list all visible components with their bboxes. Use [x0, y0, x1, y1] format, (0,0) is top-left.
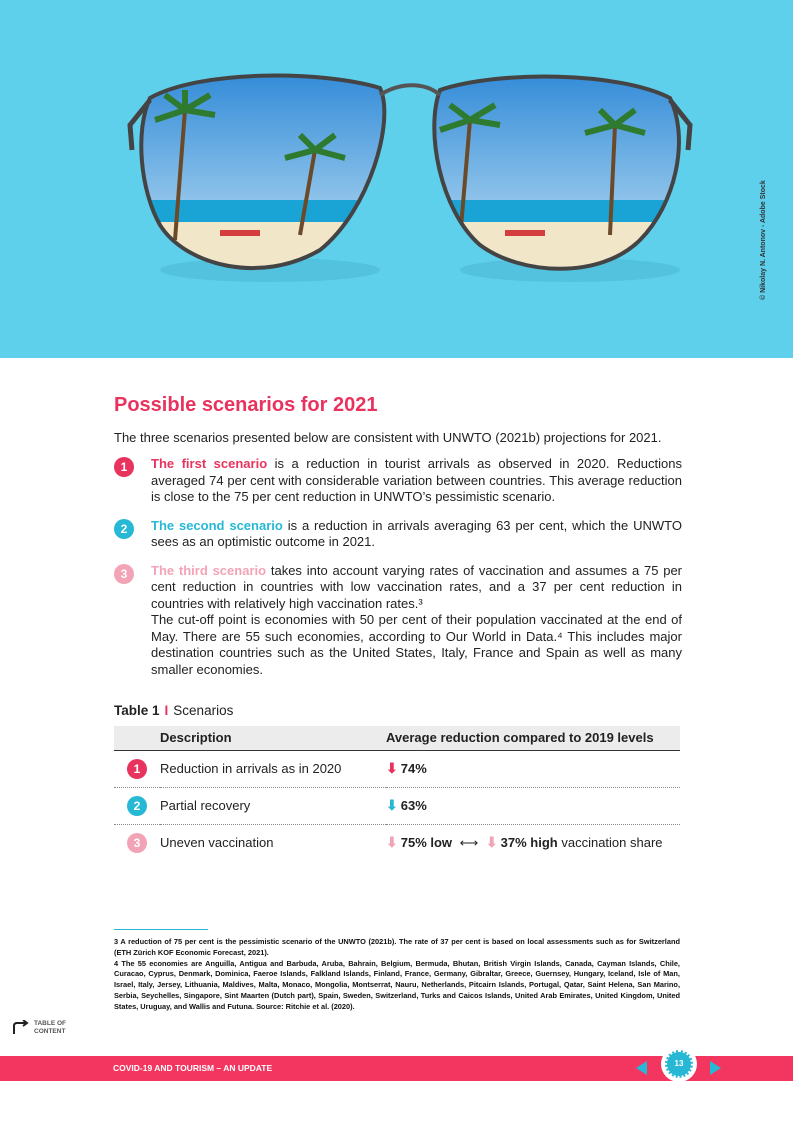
- previous-page-arrow-icon[interactable]: [636, 1061, 647, 1075]
- scenario-number-badge: 1: [114, 457, 134, 477]
- table-cell-value: ⬇ 74%: [386, 750, 680, 787]
- down-arrow-icon: ⬇: [485, 834, 498, 851]
- scenarios-table: [114, 726, 680, 861]
- hero-image: [0, 0, 793, 358]
- section-intro: The three scenarios presented below are consistent with UNWTO (2021b) projections for 2021.: [114, 430, 662, 445]
- next-page-arrow-icon[interactable]: [710, 1061, 721, 1075]
- double-arrow-icon: ⟷: [459, 835, 479, 851]
- scenario-body: takes into account varying rates of vaccination and assumes a 75 per cent reduction in countries with low vaccination rates, and a 37 per cent reduction in countries with relatively high vaccination rates.³: [151, 562, 682, 611]
- scenario-body: is a reduction in arrivals averaging 63 per cent, which the UNWTO sees as an optimistic outcome in 2021.: [151, 517, 682, 549]
- scenario-text: [151, 518, 682, 551]
- scenario-body-continued: The cut-off point is economies with 50 per cent of their population vaccinated at the end of May. There are 55 such economies, according to Our World in Data.⁴ This includes major destination countries such as the United States, Italy, France and Spain as well as many smaller economies.: [151, 612, 682, 677]
- table-of-content-link[interactable]: [10, 1020, 66, 1036]
- scenario-item-1: [114, 456, 682, 506]
- table-row: [114, 824, 680, 861]
- page-number: 13: [665, 1050, 693, 1078]
- page-number-badge: [661, 1046, 697, 1082]
- footnote-divider: [114, 929, 208, 930]
- down-arrow-icon: ⬇: [386, 834, 398, 851]
- scenario-text: [151, 563, 682, 679]
- footer-title: COVID-19 AND TOURISM – AN UPDATE: [113, 1063, 273, 1073]
- scenario-item-2: [114, 518, 682, 551]
- table-header-row: [114, 726, 680, 750]
- footnotes: [114, 937, 680, 1013]
- scenario-text: [151, 456, 682, 506]
- table-header-cell: [114, 726, 160, 750]
- table-cell-value: ⬇ 75% low ⟷ ⬇ 37% high vaccination share: [386, 834, 663, 851]
- footer-bar: [0, 1056, 793, 1081]
- toc-label: TABLE OF CONTENT: [34, 1020, 67, 1035]
- table-title: Scenarios: [173, 703, 234, 718]
- footnote-3: 3 A reduction of 75 per cent is the pessimistic scenario of the UNWTO (2021b). The rate of 37 per cent is based on local assessments such as for Switzerland (ETH Zürich KOF Economic Forecast, 2021).: [114, 937, 680, 957]
- return-arrow-icon: [10, 1020, 30, 1036]
- row-number-badge: 1: [127, 759, 147, 779]
- down-arrow-icon: ⬇: [386, 760, 398, 776]
- scenario-lead: The second scenario: [151, 517, 283, 533]
- scenario-number-badge: 2: [114, 519, 134, 539]
- photo-credit: © Nikolay N. Antonov - Adobe Stock: [760, 180, 767, 300]
- scenario-item-3: [114, 563, 682, 679]
- scenario-lead: The first scenario: [151, 456, 268, 471]
- table-header-cell: Description: [160, 726, 386, 750]
- table-cell-value: ⬇ 63%: [386, 787, 680, 824]
- table-row: [114, 750, 680, 787]
- down-arrow-icon: ⬇: [386, 797, 398, 813]
- table-cell-description: Uneven vaccination: [160, 835, 274, 851]
- table-header-cell: Average reduction compared to 2019 levels: [386, 726, 680, 750]
- table-label: Table 1: [114, 703, 160, 718]
- scenario-number-badge: 3: [114, 564, 134, 584]
- table-caption-separator: I: [164, 703, 169, 718]
- main-content: [114, 394, 682, 690]
- row-number-badge: 2: [127, 796, 147, 816]
- section-title: Possible scenarios for 2021: [114, 394, 378, 416]
- table-cell-description: Partial recovery: [160, 787, 386, 824]
- sunglasses-illustration: [0, 0, 793, 358]
- scenario-lead: The third scenario: [151, 562, 267, 578]
- table-caption: [114, 703, 233, 718]
- row-number-badge: 3: [127, 833, 147, 853]
- footnote-4: 4 The 55 economies are Anguilla, Antigua and Barbuda, Aruba, Bahrain, Belgium, Bermuda, Bhutan, British Virgin Islands, Canada, Cayman Islands, Chile, Curacao, Cyprus, Denmark, Dominica, Faeroe Islands, Falkland Islands, Finland, France, Germany, Gibraltar, Greece, Guernsey, Hungary, Iceland, Isle of Man, Israel, Italy, Jersey, Lithuania, Maldives, Malta, Monaco, Mongolia, Montserrat, Nauru, Netherlands, Pitcairn Islands, Portugal, Qatar, Saint Helena, San Marino, Serbia, Seychelles, Singapore, Sint Maarten (Dutch part), Spain, Sweden, Switzerland, Turks and Caicos Islands, United Arab Emirates, United Kingdom, United States, Uruguay, and Wallis and Futuna. Source: Ritchie et al. (2020).: [114, 958, 680, 1011]
- table-cell-description: Reduction in arrivals as in 2020: [160, 750, 386, 787]
- scenario-body: is a reduction in tourist arrivals as observed in 2020. Reductions averaged 74 per cent with considerable variation between countries. This average reduction is close to the 75 per cent reduction in UNWTO’s pessimistic scenario.: [151, 456, 682, 504]
- table-row: [114, 787, 680, 824]
